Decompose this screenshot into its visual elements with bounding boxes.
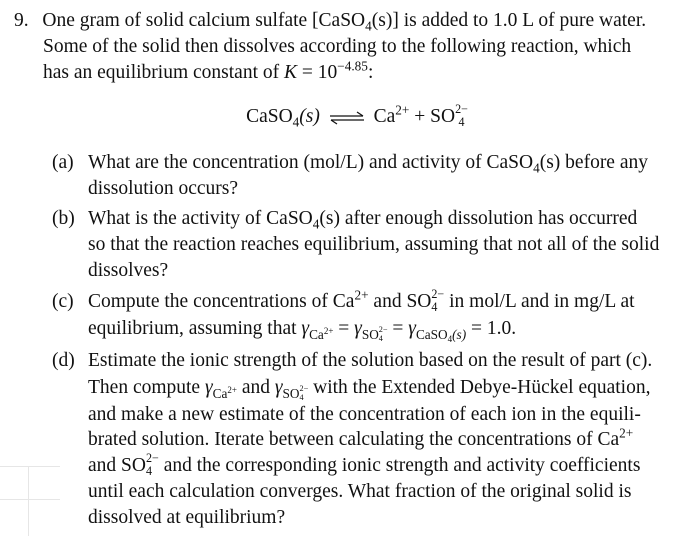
part-d-line-5: and SO 2− 4 and the corresponding ionic strength and activity coefficients [88,451,641,479]
part-b-line-1: What is the activity of CaSO$_4$(s) after enough dissolution has occurred [88,208,638,232]
part-d-line-4: brated solution. Iterate between calculating the concentrations of $Ca^{2+}$ [88,425,634,450]
part-a-line-2: dissolution occurs? [88,178,239,199]
part-d-line-2: Then compute $\gamma_{Ca^{2+}}$ and $\gamma_{SO 2- 4}$ with the Extended Debye-Hückel equation, [88,377,651,402]
part-d-line-6: until each calculation converges. What fraction of the original solid is [88,481,632,502]
problem-intro-line-3: has an equilibrium constant of $K = 10^{-4.85}$: [43,58,374,83]
problem-number: 9. [14,10,29,31]
grid-line-decoration [28,466,29,536]
part-b-line-3: dissolves? [88,260,169,281]
problem-intro-line-1: 9. One gram of solid calcium sulfate [CaSO$_4$(s)] is added to 1.0 L of pure water. [14,10,647,34]
part-a-line-1: What are the concentration (mol/L) and activity of CaSO$_4$(s) before any [88,152,648,176]
grid-line-decoration [0,466,60,467]
part-b-line-2: so that the reaction reaches equilibrium, assuming that not all of the solid [88,234,660,255]
part-d-line-1: Estimate the ionic strength of the solution based on the result of part (c). [88,350,653,371]
part-a-label: (a) [52,152,74,173]
equilibrium-arrows-icon [329,111,365,125]
part-c-line-1: Compute the concentrations of $Ca^{2+}$ and SO 2− 4 in mol/L and in mg/L at [88,287,635,315]
problem-intro-line-2: Some of the solid then dissolves according to the following reaction, which [43,36,632,57]
reaction-equation: CaSO$_4$(s) $Ca^{2+}$ + SO 2− 4 [246,102,468,130]
part-d-label: (d) [52,350,75,371]
part-c-label: (c) [52,291,74,312]
part-d-line-7: dissolved at equilibrium? [88,507,286,528]
part-d-line-3: and make a new estimate of the concentration of each ion in the equili- [88,404,641,425]
part-c-line-2: equilibrium, assuming that $\gamma_{Ca^{2+}} = \gamma_{SO 2- 4}$ = $\gamma_{CaSO_4(s)} = 1.0$. [88,318,517,344]
part-b-label: (b) [52,208,75,229]
grid-line-decoration [0,499,60,500]
